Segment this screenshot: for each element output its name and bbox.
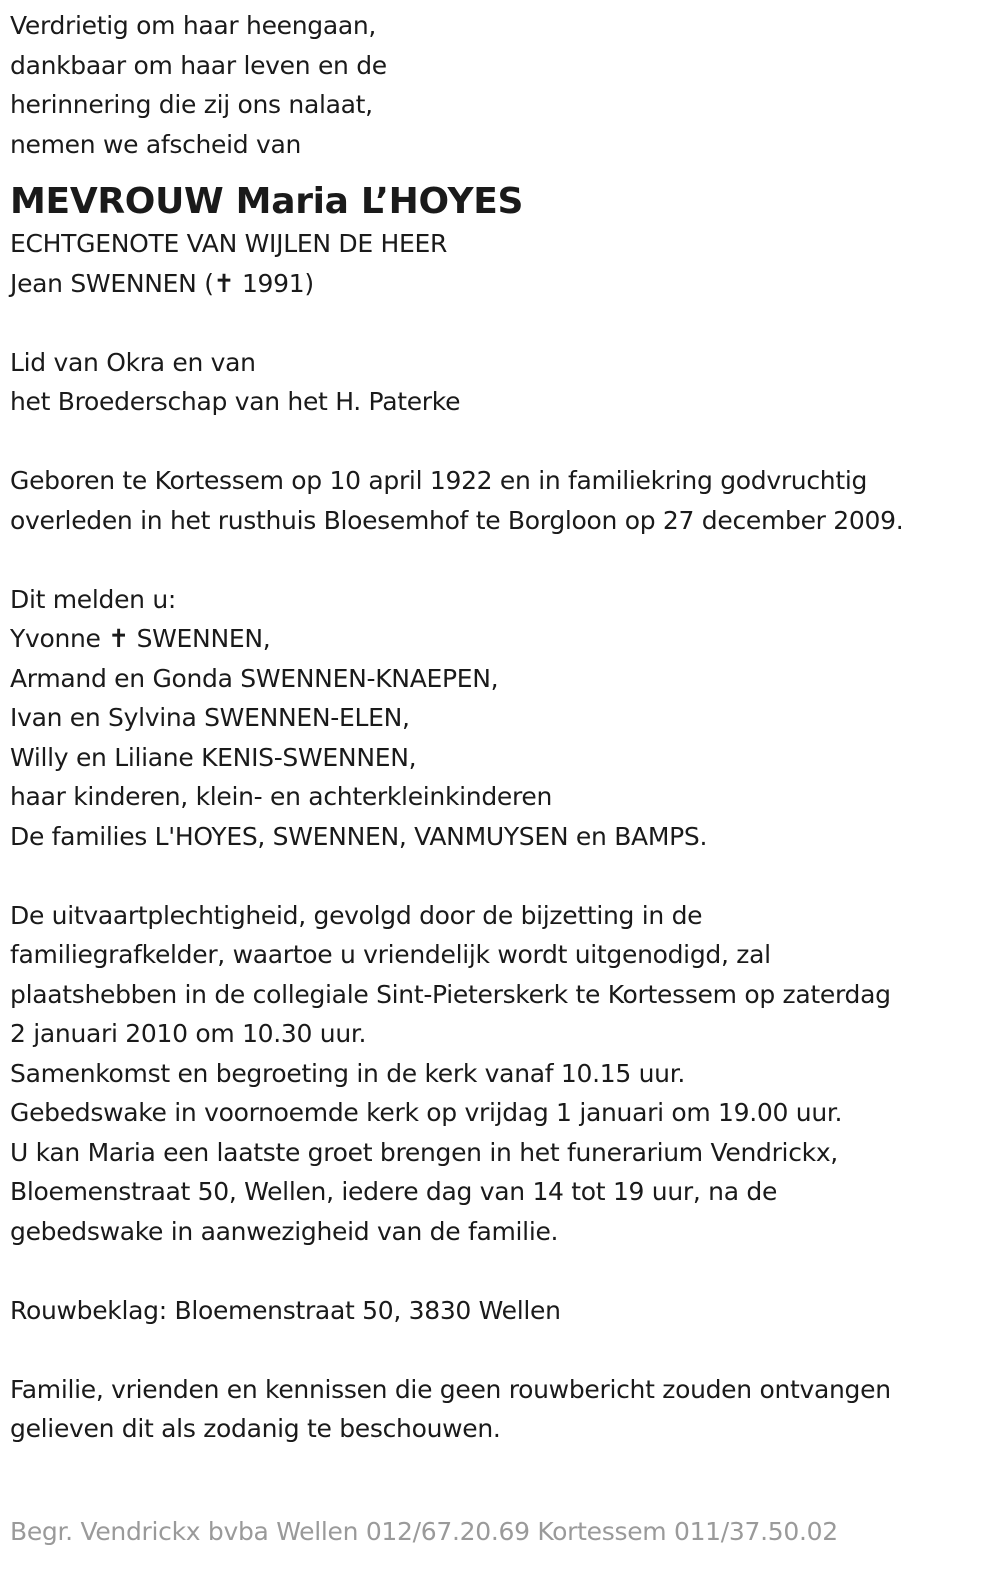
announcer-line: Dit melden u: xyxy=(10,584,177,614)
funeral-line: Bloemenstraat 50, Wellen, iedere dag van 14 tot 19 uur, na de xyxy=(10,1177,778,1206)
announcers-block xyxy=(10,580,990,857)
membership-block xyxy=(10,343,990,422)
funeral-line: De uitvaartplechtigheid, gevolgd door de bijzetting in de xyxy=(10,900,703,930)
death-notice xyxy=(10,6,990,1449)
closing-line: gelieven dit als zodanig te beschouwen. xyxy=(10,1414,501,1443)
spacer xyxy=(10,422,990,462)
funeral-line: familiegrafkelder, waartoe u vriendelijk wordt uitgenodigd, zal xyxy=(10,940,771,969)
birth-death-line: overleden in het rusthuis Bloesemhof te Borgloon op 27 december 2009. xyxy=(10,505,904,535)
membership-line: het Broederschap van het H. Paterke xyxy=(10,387,461,416)
announcer-line: Willy en Liliane KENIS-SWENNEN, xyxy=(10,742,417,772)
spouse-name: Jean SWENNEN (✝ 1991) xyxy=(10,268,314,298)
funeral-block xyxy=(10,896,990,1252)
closing-block xyxy=(10,1370,990,1449)
announcer-line: Ivan en Sylvina SWENNEN-ELEN, xyxy=(10,703,410,732)
spacer xyxy=(10,856,990,896)
deceased-name: MEVROUW Maria L’HOYES xyxy=(10,181,524,222)
funeral-line: U kan Maria een laatste groet brengen in het funerarium Vendrickx, xyxy=(10,1137,838,1167)
funeral-line: Gebedswake in voornoemde kerk op vrijdag 1 januari om 19.00 uur. xyxy=(10,1098,843,1127)
announcer-line: haar kinderen, klein- en achterkleinkinderen xyxy=(10,782,553,811)
closing-line: Familie, vrienden en kennissen die geen rouwbericht zouden ontvangen xyxy=(10,1374,891,1404)
condolence-address: Rouwbeklag: Bloemenstraat 50, 3830 Wellen xyxy=(10,1295,561,1325)
funeral-line: gebedswake in aanwezigheid van de familie. xyxy=(10,1216,559,1246)
birth-death-line: Geboren te Kortessem op 10 april 1922 en in familiekring godvruchtig xyxy=(10,466,868,495)
announcer-line: De families L'HOYES, SWENNEN, VANMUYSEN en BAMPS. xyxy=(10,821,708,851)
spacer xyxy=(10,540,990,580)
membership-line: Lid van Okra en van xyxy=(10,347,256,377)
intro-line: dankbaar om haar leven en de xyxy=(10,50,387,80)
undertaker-footer: Begr. Vendrickx bvba Wellen 012/67.20.69 Kortessem 011/37.50.02 xyxy=(10,1517,838,1546)
spacer xyxy=(10,1251,990,1291)
funeral-line: plaatshebben in de collegiale Sint-Pieterskerk te Kortessem op zaterdag xyxy=(10,979,891,1009)
spacer xyxy=(10,303,990,343)
spacer xyxy=(10,1330,990,1370)
announcer-line: Yvonne ✝ SWENNEN, xyxy=(10,624,271,653)
intro-block xyxy=(10,6,990,164)
funeral-line: Samenkomst en begroeting in de kerk vanaf 10.15 uur. xyxy=(10,1058,686,1088)
intro-line: herinnering die zij ons nalaat, xyxy=(10,90,373,119)
intro-line: nemen we afscheid van xyxy=(10,129,302,159)
announcer-line: Armand en Gonda SWENNEN-KNAEPEN, xyxy=(10,663,499,693)
funeral-line: 2 januari 2010 om 10.30 uur. xyxy=(10,1019,367,1048)
spouse-line: ECHTGENOTE VAN WIJLEN DE HEER xyxy=(10,229,448,258)
intro-line: Verdrietig om haar heengaan, xyxy=(10,11,377,40)
birth-death-block xyxy=(10,461,990,540)
